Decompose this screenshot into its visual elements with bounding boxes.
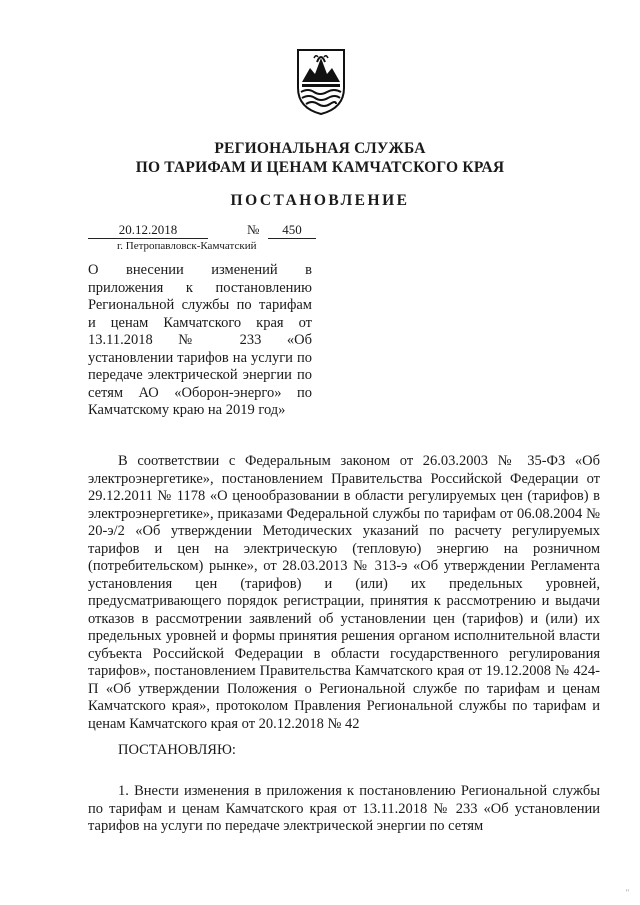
- number-sign: №: [247, 222, 260, 237]
- decree-word: ПОСТАНОВЛЯЮ:: [118, 742, 236, 758]
- body-paragraph-preamble: В соответствии с Федеральным законом от 26.03.2003 № 35-ФЗ «Об электроэнергетике», постановлением Правительства Российской Федерации от 29.12.2011 № 1178 «О ценообразовании в области регулируемых цен (тарифов) в электроэнергетике», приказами Федеральной службы по тарифам от 06.08.2004 № 20-э/2 «Об утверждении Методических указаний по расчету регулируемых тарифов и цен на электрическую (тепловую) энергию на розничном (потребительском) рынке», от 28.03.2013 № 313-э «Об утверждении Регламента установления цен (тарифов) и (или) их предельных уровней, предусматривающего порядок регистрации, принятия к рассмотрению и выдачи отказов в рассмотрении заявлений об установлении цен (тарифов) и (или) их предельных уровней и формы принятия решения органом исполнительной власти субъекта Российской Федерации в области государственного регулирования тарифов», постановлением Правительства Камчатского края от 19.12.2008 № 424-П «Об утверждении Положения о Региональной службе по тарифам и ценам Камчатского края», протоколом Правления Региональной службы по тарифам и ценам Камчатского края от 20.12.2018 № 42: [88, 453, 600, 732]
- document-number: 450: [268, 222, 316, 239]
- document-type-title: ПОСТАНОВЛЕНИЕ: [230, 192, 410, 209]
- kamchatka-coat-of-arms-icon: [296, 48, 346, 116]
- organization-name-line2: ПО ТАРИФАМ И ЦЕНАМ КАМЧАТСКОГО КРАЯ: [135, 159, 505, 176]
- corner-mark: '': [626, 888, 629, 897]
- document-date: 20.12.2018: [88, 222, 208, 239]
- organization-name-line1: РЕГИОНАЛЬНАЯ СЛУЖБА: [214, 140, 426, 157]
- document-city: г. Петропавловск-Камчатский: [117, 240, 257, 252]
- document-subject: О внесении изменений в приложения к постановлению Региональной службы по тарифам и ценам Камчатского края от 13.11.2018 № 233 «Об установлении тарифов на услуги по передаче электрической энергии по сетям АО «Оборон-энерго» по Камчатскому краю на 2019 год»: [88, 262, 312, 418]
- body-paragraph-item-1: 1. Внести изменения в приложения к постановлению Региональной службы по тарифам и ценам Камчатского края от 13.11.2018 № 233 «Об установлении тарифов на услуги по передаче электрической энергии по сетям: [88, 783, 600, 834]
